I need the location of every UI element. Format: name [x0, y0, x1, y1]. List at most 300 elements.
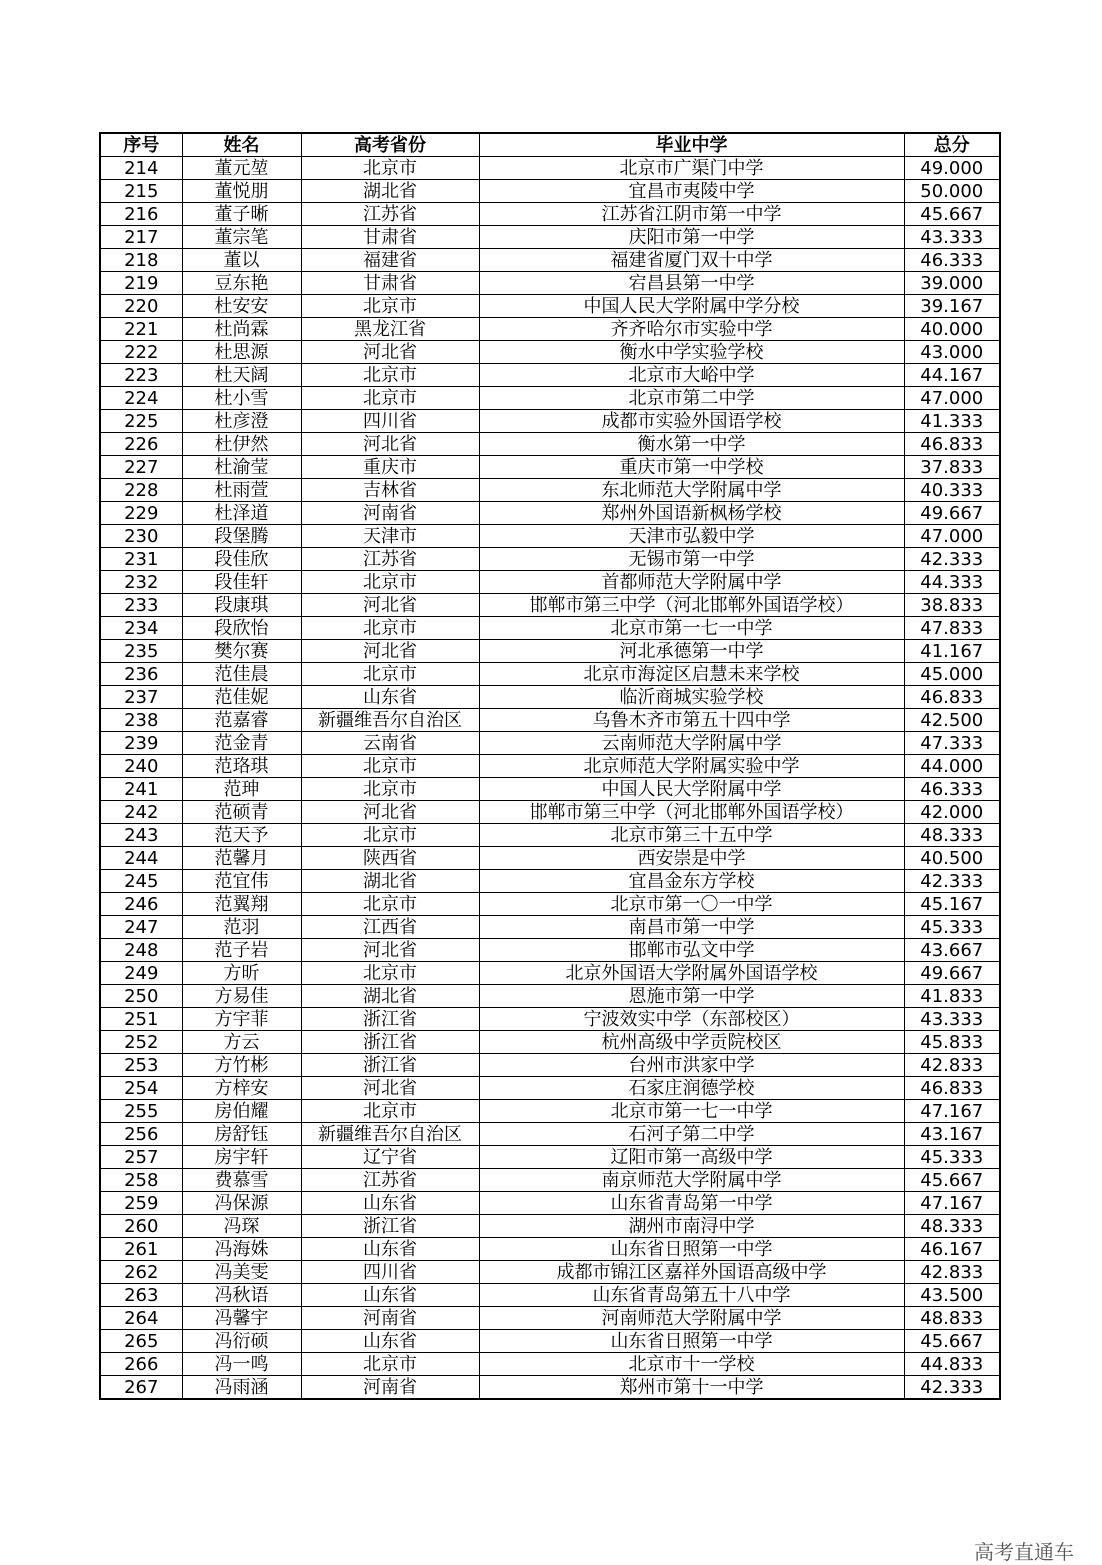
- cell-province: 河北省: [301, 801, 479, 824]
- cell-name: 杜天阔: [182, 364, 301, 387]
- cell-school: 江苏省江阴市第一中学: [479, 203, 904, 226]
- cell-province: 浙江省: [301, 1008, 479, 1031]
- cell-score: 45.333: [904, 1146, 1000, 1169]
- cell-school: 北京市海淀区启慧未来学校: [479, 663, 904, 686]
- cell-name: 杜泽道: [182, 502, 301, 525]
- cell-school: 西安崇是中学: [479, 847, 904, 870]
- cell-score: 48.333: [904, 824, 1000, 847]
- cell-score: 48.333: [904, 1215, 1000, 1238]
- cell-school: 河南师范大学附属中学: [479, 1307, 904, 1330]
- table-row: [100, 1031, 1000, 1054]
- table-row: [100, 1054, 1000, 1077]
- cell-name: 方云: [182, 1031, 301, 1054]
- cell-score: 45.333: [904, 916, 1000, 939]
- cell-name: 杜彦澄: [182, 410, 301, 433]
- cell-school: 重庆市第一中学校: [479, 456, 904, 479]
- cell-name: 范羽: [182, 916, 301, 939]
- table-row: [100, 387, 1000, 410]
- cell-index: 237: [100, 686, 182, 709]
- cell-name: 杜雨萱: [182, 479, 301, 502]
- cell-score: 42.500: [904, 709, 1000, 732]
- cell-province: 天津市: [301, 525, 479, 548]
- cell-index: 219: [100, 272, 182, 295]
- cell-province: 甘肃省: [301, 226, 479, 249]
- cell-name: 范珞琪: [182, 755, 301, 778]
- cell-school: 台州市洪家中学: [479, 1054, 904, 1077]
- table-row: [100, 318, 1000, 341]
- cell-score: 43.667: [904, 939, 1000, 962]
- table-row: [100, 985, 1000, 1008]
- cell-school: 北京市第二中学: [479, 387, 904, 410]
- cell-province: 北京市: [301, 295, 479, 318]
- cell-name: 范翼翔: [182, 893, 301, 916]
- table-row: [100, 1238, 1000, 1261]
- cell-school: 石家庄润德学校: [479, 1077, 904, 1100]
- cell-school: 衡水第一中学: [479, 433, 904, 456]
- cell-name: 段堡腾: [182, 525, 301, 548]
- cell-name: 冯保源: [182, 1192, 301, 1215]
- cell-name: 范天予: [182, 824, 301, 847]
- cell-name: 冯美雯: [182, 1261, 301, 1284]
- cell-score: 46.333: [904, 778, 1000, 801]
- cell-index: 257: [100, 1146, 182, 1169]
- cell-index: 223: [100, 364, 182, 387]
- cell-province: 北京市: [301, 778, 479, 801]
- cell-school: 齐齐哈尔市实验中学: [479, 318, 904, 341]
- cell-score: 41.333: [904, 410, 1000, 433]
- cell-school: 成都市锦江区嘉祥外国语高级中学: [479, 1261, 904, 1284]
- cell-school: 山东省青岛第一中学: [479, 1192, 904, 1215]
- cell-school: 北京外国语大学附属外国语学校: [479, 962, 904, 985]
- cell-index: 255: [100, 1100, 182, 1123]
- table-row: [100, 1330, 1000, 1353]
- cell-score: 46.833: [904, 1077, 1000, 1100]
- cell-index: 240: [100, 755, 182, 778]
- cell-score: 42.000: [904, 801, 1000, 824]
- cell-name: 范珅: [182, 778, 301, 801]
- table-row: [100, 548, 1000, 571]
- cell-score: 46.333: [904, 249, 1000, 272]
- cell-name: 房舒钰: [182, 1123, 301, 1146]
- cell-province: 甘肃省: [301, 272, 479, 295]
- cell-province: 北京市: [301, 962, 479, 985]
- cell-index: 238: [100, 709, 182, 732]
- table-row: [100, 1123, 1000, 1146]
- cell-school: 北京师范大学附属实验中学: [479, 755, 904, 778]
- cell-name: 冯海姝: [182, 1238, 301, 1261]
- cell-school: 中国人民大学附属中学: [479, 778, 904, 801]
- cell-province: 北京市: [301, 571, 479, 594]
- cell-name: 范佳晨: [182, 663, 301, 686]
- cell-school: 宁波效实中学（东部校区）: [479, 1008, 904, 1031]
- cell-school: 山东省青岛第五十八中学: [479, 1284, 904, 1307]
- cell-province: 北京市: [301, 387, 479, 410]
- cell-score: 40.333: [904, 479, 1000, 502]
- cell-score: 46.167: [904, 1238, 1000, 1261]
- cell-index: 252: [100, 1031, 182, 1054]
- cell-name: 方昕: [182, 962, 301, 985]
- cell-school: 衡水中学实验学校: [479, 341, 904, 364]
- cell-score: 45.667: [904, 203, 1000, 226]
- table-row: [100, 1192, 1000, 1215]
- cell-school: 邯郸市弘文中学: [479, 939, 904, 962]
- cell-index: 249: [100, 962, 182, 985]
- cell-name: 范子岩: [182, 939, 301, 962]
- cell-score: 50.000: [904, 180, 1000, 203]
- table-row: [100, 502, 1000, 525]
- cell-name: 段佳轩: [182, 571, 301, 594]
- table-row: [100, 1215, 1000, 1238]
- cell-index: 242: [100, 801, 182, 824]
- cell-score: 43.167: [904, 1123, 1000, 1146]
- cell-province: 北京市: [301, 893, 479, 916]
- cell-index: 214: [100, 157, 182, 180]
- cell-school: 北京市第一七一中学: [479, 617, 904, 640]
- cell-province: 吉林省: [301, 479, 479, 502]
- cell-school: 邯郸市第三中学（河北邯郸外国语学校）: [479, 594, 904, 617]
- table-row: [100, 1284, 1000, 1307]
- cell-score: 47.333: [904, 732, 1000, 755]
- cell-province: 黑龙江省: [301, 318, 479, 341]
- cell-index: 218: [100, 249, 182, 272]
- cell-province: 江苏省: [301, 1169, 479, 1192]
- cell-score: 42.833: [904, 1261, 1000, 1284]
- cell-province: 河北省: [301, 939, 479, 962]
- cell-school: 北京市十一学校: [479, 1353, 904, 1376]
- cell-index: 263: [100, 1284, 182, 1307]
- cell-index: 222: [100, 341, 182, 364]
- cell-score: 45.833: [904, 1031, 1000, 1054]
- cell-school: 宜昌市夷陵中学: [479, 180, 904, 203]
- cell-name: 董宗笔: [182, 226, 301, 249]
- cell-province: 河北省: [301, 1077, 479, 1100]
- cell-school: 石河子第二中学: [479, 1123, 904, 1146]
- cell-score: 42.333: [904, 1376, 1000, 1400]
- cell-province: 北京市: [301, 824, 479, 847]
- cell-score: 39.167: [904, 295, 1000, 318]
- cell-index: 224: [100, 387, 182, 410]
- cell-score: 49.667: [904, 502, 1000, 525]
- cell-name: 冯衍硕: [182, 1330, 301, 1353]
- cell-province: 新疆维吾尔自治区: [301, 709, 479, 732]
- cell-index: 216: [100, 203, 182, 226]
- cell-province: 湖北省: [301, 180, 479, 203]
- cell-name: 方竹彬: [182, 1054, 301, 1077]
- cell-score: 42.833: [904, 1054, 1000, 1077]
- cell-score: 43.333: [904, 226, 1000, 249]
- cell-province: 浙江省: [301, 1031, 479, 1054]
- table-row: [100, 778, 1000, 801]
- cell-index: 266: [100, 1353, 182, 1376]
- table-row: [100, 1261, 1000, 1284]
- cell-province: 福建省: [301, 249, 479, 272]
- cell-province: 云南省: [301, 732, 479, 755]
- table-row: [100, 1146, 1000, 1169]
- table-body: [100, 157, 1000, 1400]
- cell-score: 40.500: [904, 847, 1000, 870]
- cell-index: 234: [100, 617, 182, 640]
- cell-province: 湖北省: [301, 870, 479, 893]
- cell-score: 42.333: [904, 870, 1000, 893]
- cell-name: 杜思源: [182, 341, 301, 364]
- cell-score: 47.000: [904, 525, 1000, 548]
- cell-index: 256: [100, 1123, 182, 1146]
- cell-name: 房伯耀: [182, 1100, 301, 1123]
- cell-score: 44.833: [904, 1353, 1000, 1376]
- cell-school: 中国人民大学附属中学分校: [479, 295, 904, 318]
- cell-index: 246: [100, 893, 182, 916]
- table-row: [100, 571, 1000, 594]
- table-row: [100, 433, 1000, 456]
- cell-province: 山东省: [301, 686, 479, 709]
- cell-index: 217: [100, 226, 182, 249]
- cell-province: 北京市: [301, 755, 479, 778]
- cell-school: 临沂商城实验学校: [479, 686, 904, 709]
- cell-province: 山东省: [301, 1238, 479, 1261]
- cell-index: 265: [100, 1330, 182, 1353]
- cell-school: 宕昌县第一中学: [479, 272, 904, 295]
- cell-index: 254: [100, 1077, 182, 1100]
- cell-score: 42.333: [904, 548, 1000, 571]
- cell-index: 262: [100, 1261, 182, 1284]
- cell-school: 北京市第三十五中学: [479, 824, 904, 847]
- cell-score: 39.000: [904, 272, 1000, 295]
- cell-name: 冯秋语: [182, 1284, 301, 1307]
- cell-school: 南京师范大学附属中学: [479, 1169, 904, 1192]
- cell-index: 264: [100, 1307, 182, 1330]
- cell-school: 邯郸市第三中学（河北邯郸外国语学校）: [479, 801, 904, 824]
- table-row: [100, 1353, 1000, 1376]
- table-row: [100, 893, 1000, 916]
- table-row: [100, 1008, 1000, 1031]
- cell-name: 冯一鸣: [182, 1353, 301, 1376]
- cell-province: 河南省: [301, 1376, 479, 1400]
- table-row: [100, 180, 1000, 203]
- cell-index: 225: [100, 410, 182, 433]
- cell-score: 47.833: [904, 617, 1000, 640]
- cell-school: 福建省厦门双十中学: [479, 249, 904, 272]
- cell-name: 杜小雪: [182, 387, 301, 410]
- header-score: 总分: [904, 133, 1000, 157]
- cell-name: 董悦朋: [182, 180, 301, 203]
- cell-score: 46.833: [904, 686, 1000, 709]
- table-row: [100, 916, 1000, 939]
- cell-score: 37.833: [904, 456, 1000, 479]
- cell-name: 范佳妮: [182, 686, 301, 709]
- header-name: 姓名: [182, 133, 301, 157]
- cell-index: 220: [100, 295, 182, 318]
- cell-score: 45.167: [904, 893, 1000, 916]
- cell-index: 251: [100, 1008, 182, 1031]
- table-row: [100, 594, 1000, 617]
- header-province: 高考省份: [301, 133, 479, 157]
- header-school: 毕业中学: [479, 133, 904, 157]
- cell-province: 江苏省: [301, 548, 479, 571]
- cell-index: 247: [100, 916, 182, 939]
- cell-province: 北京市: [301, 364, 479, 387]
- cell-province: 河北省: [301, 341, 479, 364]
- cell-name: 段欣怡: [182, 617, 301, 640]
- cell-province: 北京市: [301, 1100, 479, 1123]
- cell-index: 248: [100, 939, 182, 962]
- table-row: [100, 709, 1000, 732]
- cell-school: 庆阳市第一中学: [479, 226, 904, 249]
- header-index: 序号: [100, 133, 182, 157]
- cell-province: 江苏省: [301, 203, 479, 226]
- cell-score: 44.167: [904, 364, 1000, 387]
- cell-name: 房宇轩: [182, 1146, 301, 1169]
- cell-index: 250: [100, 985, 182, 1008]
- cell-index: 261: [100, 1238, 182, 1261]
- table-row: [100, 157, 1000, 180]
- cell-index: 215: [100, 180, 182, 203]
- cell-province: 河北省: [301, 433, 479, 456]
- cell-score: 44.000: [904, 755, 1000, 778]
- cell-index: 253: [100, 1054, 182, 1077]
- cell-name: 费慕雪: [182, 1169, 301, 1192]
- cell-score: 47.000: [904, 387, 1000, 410]
- cell-name: 冯馨宇: [182, 1307, 301, 1330]
- cell-score: 49.667: [904, 962, 1000, 985]
- cell-province: 河北省: [301, 640, 479, 663]
- table-row: [100, 847, 1000, 870]
- table-row: [100, 663, 1000, 686]
- cell-province: 重庆市: [301, 456, 479, 479]
- table-row: [100, 525, 1000, 548]
- header-row: [100, 133, 1000, 157]
- cell-province: 四川省: [301, 1261, 479, 1284]
- cell-name: 范宜伟: [182, 870, 301, 893]
- cell-school: 山东省日照第一中学: [479, 1330, 904, 1353]
- cell-school: 北京市广渠门中学: [479, 157, 904, 180]
- table-row: [100, 203, 1000, 226]
- cell-school: 恩施市第一中学: [479, 985, 904, 1008]
- cell-school: 成都市实验外国语学校: [479, 410, 904, 433]
- table-row: [100, 1100, 1000, 1123]
- cell-index: 235: [100, 640, 182, 663]
- cell-index: 226: [100, 433, 182, 456]
- table-row: [100, 1077, 1000, 1100]
- cell-name: 范金青: [182, 732, 301, 755]
- watermark: 高考直通车: [974, 1540, 1074, 1564]
- cell-province: 江西省: [301, 916, 479, 939]
- cell-name: 杜尚霖: [182, 318, 301, 341]
- table-row: [100, 801, 1000, 824]
- cell-school: 北京市第一七一中学: [479, 1100, 904, 1123]
- cell-school: 云南师范大学附属中学: [479, 732, 904, 755]
- cell-index: 231: [100, 548, 182, 571]
- cell-index: 260: [100, 1215, 182, 1238]
- cell-province: 四川省: [301, 410, 479, 433]
- cell-province: 山东省: [301, 1330, 479, 1353]
- cell-name: 段康琪: [182, 594, 301, 617]
- cell-name: 方易佳: [182, 985, 301, 1008]
- cell-index: 267: [100, 1376, 182, 1400]
- cell-score: 45.667: [904, 1169, 1000, 1192]
- cell-name: 董元堃: [182, 157, 301, 180]
- table-row: [100, 295, 1000, 318]
- cell-score: 43.333: [904, 1008, 1000, 1031]
- cell-score: 49.000: [904, 157, 1000, 180]
- cell-province: 河南省: [301, 1307, 479, 1330]
- cell-name: 范硕青: [182, 801, 301, 824]
- table-row: [100, 962, 1000, 985]
- cell-index: 228: [100, 479, 182, 502]
- cell-score: 40.000: [904, 318, 1000, 341]
- cell-school: 乌鲁木齐市第五十四中学: [479, 709, 904, 732]
- score-table: [99, 132, 1001, 1400]
- cell-score: 47.167: [904, 1100, 1000, 1123]
- cell-name: 杜伊然: [182, 433, 301, 456]
- cell-index: 233: [100, 594, 182, 617]
- cell-school: 郑州外国语新枫杨学校: [479, 502, 904, 525]
- cell-index: 221: [100, 318, 182, 341]
- cell-index: 259: [100, 1192, 182, 1215]
- cell-province: 辽宁省: [301, 1146, 479, 1169]
- cell-province: 北京市: [301, 617, 479, 640]
- cell-name: 范嘉睿: [182, 709, 301, 732]
- cell-name: 杜安安: [182, 295, 301, 318]
- cell-province: 河南省: [301, 502, 479, 525]
- cell-province: 新疆维吾尔自治区: [301, 1123, 479, 1146]
- table-row: [100, 640, 1000, 663]
- cell-index: 229: [100, 502, 182, 525]
- cell-index: 241: [100, 778, 182, 801]
- cell-score: 48.833: [904, 1307, 1000, 1330]
- cell-school: 北京市第一〇一中学: [479, 893, 904, 916]
- table-row: [100, 870, 1000, 893]
- cell-index: 232: [100, 571, 182, 594]
- cell-school: 天津市弘毅中学: [479, 525, 904, 548]
- cell-province: 浙江省: [301, 1054, 479, 1077]
- cell-province: 北京市: [301, 157, 479, 180]
- cell-index: 227: [100, 456, 182, 479]
- cell-province: 北京市: [301, 1353, 479, 1376]
- cell-score: 43.000: [904, 341, 1000, 364]
- cell-score: 38.833: [904, 594, 1000, 617]
- table-row: [100, 824, 1000, 847]
- cell-score: 45.667: [904, 1330, 1000, 1353]
- cell-school: 南昌市第一中学: [479, 916, 904, 939]
- cell-school: 湖州市南浔中学: [479, 1215, 904, 1238]
- cell-school: 郑州市第十一中学: [479, 1376, 904, 1400]
- cell-index: 244: [100, 847, 182, 870]
- cell-score: 41.167: [904, 640, 1000, 663]
- cell-province: 湖北省: [301, 985, 479, 1008]
- table-row: [100, 226, 1000, 249]
- table-row: [100, 1307, 1000, 1330]
- cell-province: 河北省: [301, 594, 479, 617]
- cell-score: 45.000: [904, 663, 1000, 686]
- cell-school: 辽阳市第一高级中学: [479, 1146, 904, 1169]
- cell-index: 258: [100, 1169, 182, 1192]
- cell-province: 山东省: [301, 1192, 479, 1215]
- cell-index: 245: [100, 870, 182, 893]
- cell-name: 樊尔赛: [182, 640, 301, 663]
- cell-score: 46.833: [904, 433, 1000, 456]
- cell-school: 东北师范大学附属中学: [479, 479, 904, 502]
- cell-school: 杭州高级中学贡院校区: [479, 1031, 904, 1054]
- cell-score: 47.167: [904, 1192, 1000, 1215]
- cell-index: 239: [100, 732, 182, 755]
- cell-name: 段佳欣: [182, 548, 301, 571]
- cell-name: 杜渝莹: [182, 456, 301, 479]
- cell-score: 41.833: [904, 985, 1000, 1008]
- table-row: [100, 479, 1000, 502]
- cell-name: 冯琛: [182, 1215, 301, 1238]
- table-row: [100, 617, 1000, 640]
- cell-province: 山东省: [301, 1284, 479, 1307]
